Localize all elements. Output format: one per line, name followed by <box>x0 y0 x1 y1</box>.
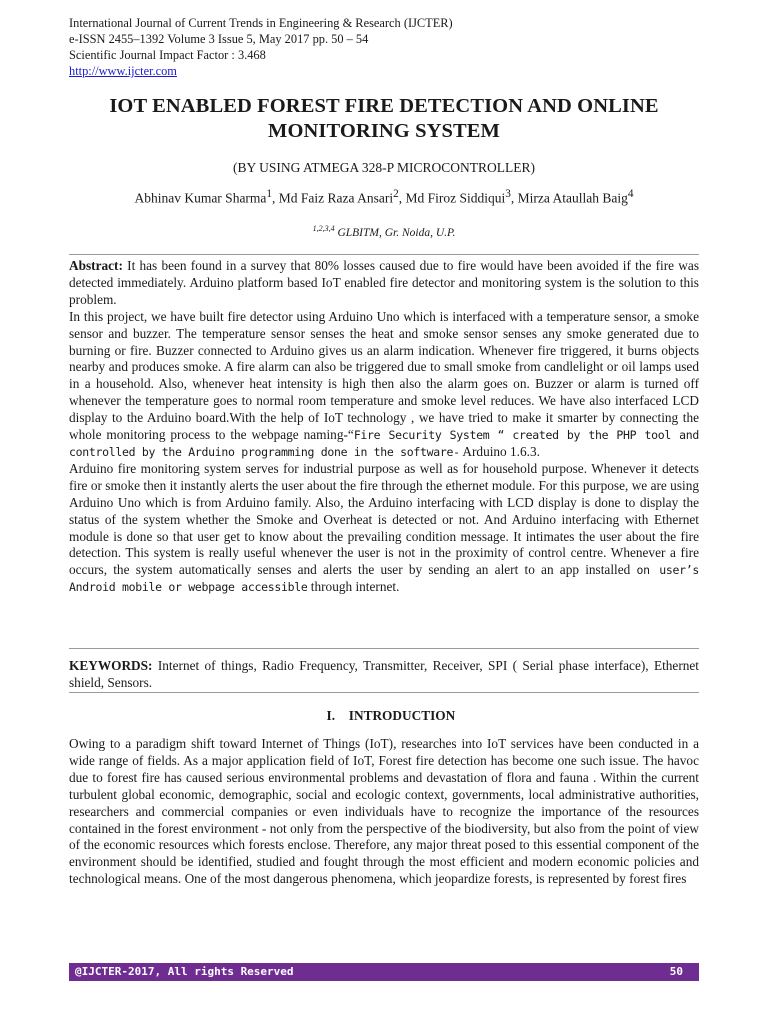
author-list: Abhinav Kumar Sharma$^1$, Md Faiz Raza Ansari$^2$, Md Firoz Siddiqui$^3$, Mirza Ataullah Baig$^4$ <box>134 188 634 206</box>
author-affiliation-mark: 2 <box>393 188 399 200</box>
keywords <box>69 657 699 691</box>
abstract-label: Abstract: <box>69 258 123 273</box>
page-footer <box>69 963 699 981</box>
divider-middle <box>69 648 699 649</box>
copyright: @IJCTER-2017, All rights Reserved <box>75 965 294 978</box>
abstract-text: Arduino 1.6.3. <box>459 443 540 459</box>
abstract <box>69 258 699 596</box>
section-number: I. <box>326 708 336 723</box>
impact-factor: Scientific Journal Impact Factor : 3.468 <box>69 48 266 62</box>
author-affiliation-mark: 4 <box>627 188 634 200</box>
affiliation-mark: 1,2,3,4 <box>312 224 335 233</box>
author-name: Mirza Ataullah Baig <box>517 190 628 206</box>
paper-subtitle: (BY USING ATMEGA 328-P MICROCONTROLLER) <box>232 160 535 175</box>
abstract-mono-text: on user’s Android mobile or webpage accessible <box>69 563 699 595</box>
divider-bottom <box>69 692 699 693</box>
author-affiliation-mark: 3 <box>505 188 511 200</box>
section-title: INTRODUCTION <box>348 708 456 723</box>
divider-top <box>69 254 699 255</box>
paper-title <box>40 94 728 144</box>
abstract-text: It has been found in a survey that 80% losses caused due to fire would have been avoided if the fire was detected immediately. Arduino platform based IoT enabled fire detector and monitoring system is the solution to this problem. <box>69 258 699 307</box>
introduction-paragraph: Owing to a paradigm shift toward Internet of Things (IoT), researches into IoT services have been conducted in a wide range of fields. As a major application field of IoT, Forest fire detection has become one such issue. The havoc due to forest fire has caused serious environmental problems and devastation of flora and fauna . Within the current turbulent global economic, demographic, social and ecologic context, governments, local administrative authorities, researchers and commercial companies or even individuals have to recognize the importance of the resources contained in the forest environment - not only from the perspective of the biodiversity, but also from the point of view of the economic resources which forests enclose. Therefore, any major threat posed to this essential component of the environment should be identified, studied and fought through the most efficient and modern economic policies and technological means. One of the most dangerous phenomena, which jeopardize forests, is represented by forest fires <box>69 736 699 887</box>
author-affiliation-mark: 1 <box>266 188 273 200</box>
journal-header <box>69 15 453 79</box>
section-heading <box>0 708 768 724</box>
author-name: Md Faiz Raza Ansari <box>278 190 394 206</box>
page-number: 50 <box>669 965 683 978</box>
abstract-text: In this project, we have built fire detector using Arduino Uno which is interfaced with a temperature sensor, a smoke sensor and buzzer. The temperature sensor senses the heat and smoke sensor senses any smoke generated due to burning or fire. Buzzer connected to Arduino gives us an alarm indication. Whenever fire triggered, it burns objects nearby and produces smoke. A fire alarm can also be triggered due to small smoke from candlelight or oil lamps used in a household. Also, whenever heat intensity is high then also the alarm goes on. Buzzer or alarm is turned off whenever the temperature goes to normal room temperature and smoke level reduces. We have also interfaced LCD display to the Arduino board.With the help of IoT technology , we have tried to make it smarter by connecting the whole monitoring process to the webpage naming-“ <box>69 308 699 443</box>
abstract-paragraph-1 <box>69 258 699 309</box>
abstract-paragraph-2 <box>69 309 699 461</box>
paper-title-line-1: IOT ENABLED FOREST FIRE DETECTION AND ONLINE <box>109 95 659 117</box>
author-name: Abhinav Kumar Sharma <box>134 190 267 206</box>
affiliation <box>0 224 768 239</box>
abstract-mono-text: Fire Security System “ created by the PHP tool and controlled by the Arduino programming done in the software- <box>69 428 699 459</box>
abstract-paragraph-3 <box>69 461 699 596</box>
keywords-label: KEYWORDS: <box>69 658 153 673</box>
introduction-body <box>69 736 699 888</box>
author-name: Md Firoz Siddiqui <box>405 190 506 206</box>
journal-name: International Journal of Current Trends in Engineering & Research (IJCTER) <box>69 16 453 30</box>
keywords-text: Internet of things, Radio Frequency, Transmitter, Receiver, SPI ( Serial phase interface), Ethernet shield, Sensors. <box>69 658 700 690</box>
paper-title-line-2: MONITORING SYSTEM <box>268 120 500 142</box>
affiliation-text: GLBITM, Gr. Noida, U.P. <box>337 226 456 239</box>
journal-url-link[interactable]: http://www.ijcter.com <box>69 64 177 78</box>
abstract-text: through internet. <box>307 579 400 595</box>
journal-issn: e-ISSN 2455–1392 Volume 3 Issue 5, May 2017 pp. 50 – 54 <box>69 32 369 46</box>
abstract-text: Arduino fire monitoring system serves for industrial purpose as well as for household purpose. Whenever it detects fire or smoke then it instantly alerts the user about the fire through the ethernet module. For this purpose, we are using Arduino Uno which is from Arduino family. Also, the Arduino interfacing with LCD display is done to display the status of the system whether the Smoke and Overheat is detected or not. And Arduino interfacing with Ethernet module is done so that user get to know about the prevailing condition message. It intimates the user about the fire detection. This system is really useful whenever the user is not in the proximity of control centre. Whenever a fire occurs, the system automatically senses and alerts the user by sending an alert to an app installed <box>69 460 699 578</box>
